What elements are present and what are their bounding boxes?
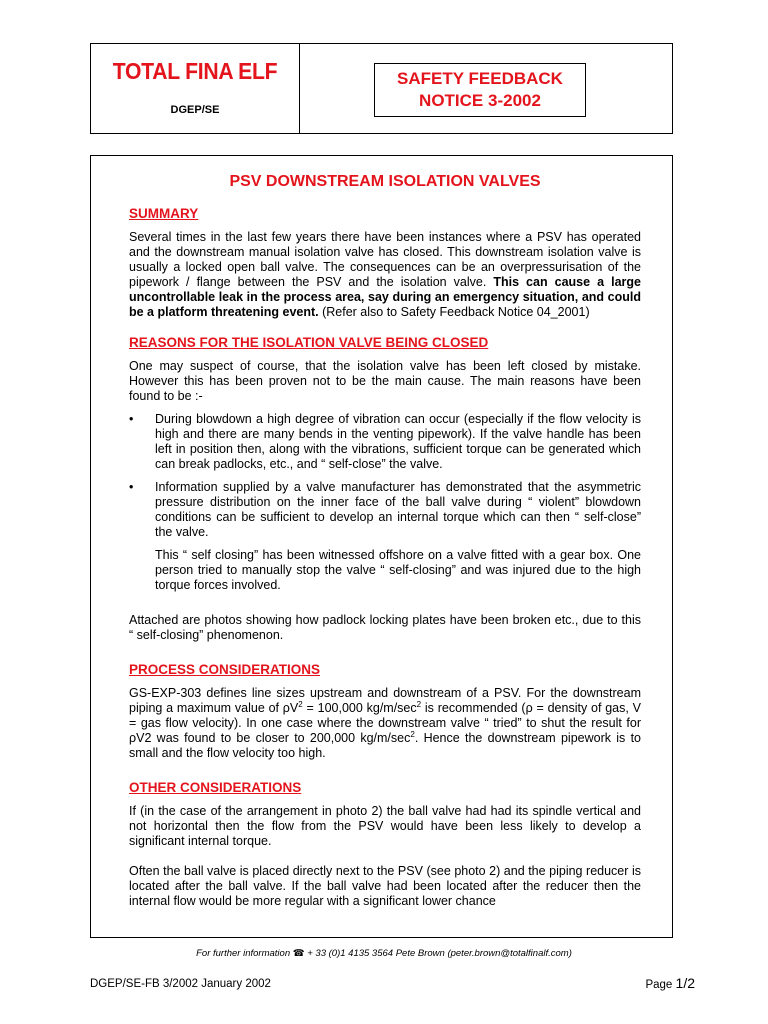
bullet-dot: • [129, 480, 134, 494]
header-divider [299, 44, 300, 133]
document-content [129, 174, 641, 909]
notice-title-box [374, 63, 586, 117]
process-paragraph: GS-EXP-303 defines line sizes upstream and downstream of a PSV. For the downstream piping a maximum value of $\rho V^2 = 100,000$ $kg/m/\sec^2$ is recommended (ρ = density of gas, V = gas flow velocity). In one case where the downstream valve “ tried” to shut the result for ρV2 was found to be closer to 200,000 $kg/m/\sec^2$. Hence the downstream pipework is to small and the flow velocity too high. [129, 686, 641, 760]
photos-paragraph: Attached are photos showing how padlock locking plates have been broken etc., due to this “ self-closing” phenomenon. [129, 613, 641, 642]
document-title: PSV DOWNSTREAM ISOLATION VALVES [229, 173, 541, 190]
process-heading: PROCESS CONSIDERATIONS [129, 662, 321, 677]
footer-contact: For further information ☎ + 33 (0)1 4135 3564 Pete Brown (peter.brown@totalfinalf.com) [196, 948, 572, 959]
page-number: Page 1/2 [645, 975, 695, 991]
summary-heading: SUMMARY [129, 206, 199, 221]
phone-icon: ☎ [292, 948, 305, 959]
document-header [90, 43, 673, 134]
reason-bullet-1: • During blowdown a high degree of vibration can occur (especially if the flow velocity is high and there are many bends in the venting pipework). If the valve handle has been left in position then, along with the vibrations, sufficient torque can be generated which can break padlocks, etc., and “ self-close” the valve. [129, 412, 641, 471]
self-closing-paragraph: This “ self closing” has been witnessed offshore on a valve fitted with a gear box. One person tried to manually stop the valve “ self-closing” and was injured due to the high torque forces involved. [155, 548, 641, 592]
other-heading: OTHER CONSIDERATIONS [129, 780, 302, 795]
notice-title-line2: NOTICE 3-2002 [419, 91, 541, 110]
bullet-dot: • [129, 412, 134, 426]
summary-bold-text: This can cause a large uncontrollable leak in the process area, say during an emergency situation, and could be a platform threatening event. [129, 275, 641, 319]
other-paragraph-1: If (in the case of the arrangement in photo 2) the ball valve had had its spindle vertical and not horizontal then the flow from the PSV would have been less likely to develop a significant internal torque. [129, 804, 641, 848]
document-body [90, 155, 673, 938]
reasons-heading: REASONS FOR THE ISOLATION VALVE BEING CLOSED [129, 335, 489, 350]
reason-bullet-2: • Information supplied by a valve manufacturer has demonstrated that the asymmetric pressure distribution on the inner face of the ball valve during “ violent” blowdown conditions can be sufficient to develop an internal torque which can then “ self-close” the valve. [129, 480, 641, 539]
other-paragraph-2: Often the ball valve is placed directly next to the PSV (see photo 2) and the piping reducer is located after the ball valve. If the ball valve had been located after the reducer then the internal flow would be more regular with a significant lower chance [129, 864, 641, 908]
reasons-intro: One may suspect of course, that the isolation valve has been left closed by mistake. However this has been proven not to be the main cause. The main reasons have been found to be :- [129, 359, 641, 403]
summary-paragraph: Several times in the last few years there have been instances where a PSV has operated and the downstream manual isolation valve has closed. This downstream isolation valve is usually a locked open ball valve. The consequences can be an overpressurisation of the pipework / flange between the PSV and the isolation valve. This can cause a large uncontrollable leak in the process area, say during an emergency situation, and could be a platform threatening event. (Refer also to Safety Feedback Notice 04_2001) [129, 230, 641, 319]
department-code: DGEP/SE [170, 104, 220, 116]
company-logo: TOTAL FINA ELF [112, 58, 278, 84]
footer-doc-reference: DGEP/SE-FB 3/2002 January 2002 [90, 978, 271, 990]
notice-title-line1: SAFETY FEEDBACK [397, 69, 563, 88]
